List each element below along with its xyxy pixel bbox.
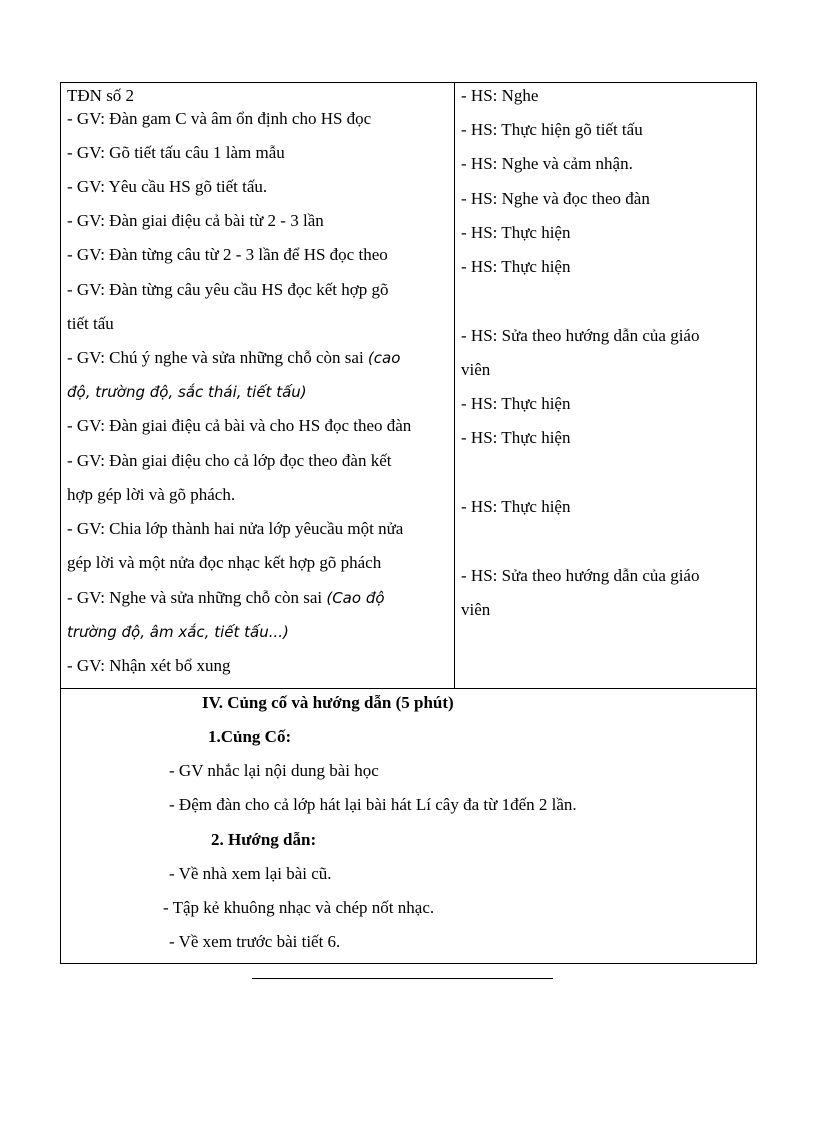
- teacher-step: - GV: Chia lớp thành hai nửa lớp yêucầu một nửa: [67, 519, 404, 538]
- teacher-step-text: - GV: Chú ý nghe và sửa những chỗ còn sai: [67, 348, 368, 367]
- teacher-step-note: (cao: [367, 349, 401, 367]
- teacher-step-text: - GV: Nghe và sửa những chỗ còn sai: [67, 588, 327, 607]
- teacher-step: - GV: Gõ tiết tấu câu 1 làm mẫu: [67, 143, 285, 162]
- teacher-step: - GV: Đàn từng câu yêu cầu HS đọc kết hợp gõ: [67, 280, 389, 299]
- summary-item: - Về nhà xem lại bài cũ.: [169, 864, 332, 883]
- section-heading: IV. Củng cố và hướng dẫn (5 phút): [202, 693, 454, 712]
- teacher-step: - GV: Đàn giai điệu cả bài và cho HS đọc theo đàn: [67, 416, 412, 435]
- student-step: viên: [461, 360, 491, 379]
- left-title: TĐN số 2: [67, 86, 135, 105]
- teacher-step-note: độ, trường độ, sắc thái, tiết tấu): [67, 383, 307, 401]
- student-step: - HS: Sửa theo hướng dẫn của giáo: [461, 326, 700, 345]
- student-step: - HS: Nghe và cảm nhận.: [461, 154, 633, 173]
- teacher-step: [67, 588, 385, 608]
- student-step: - HS: Thực hiện: [461, 394, 571, 413]
- subsection-heading: 2. Hướng dẫn:: [211, 830, 317, 849]
- summary-item: - Tập kẻ khuông nhạc và chép nốt nhạc.: [163, 898, 435, 917]
- student-step: - HS: Nghe: [461, 86, 539, 105]
- teacher-step-note: trường độ, âm xắc, tiết tấu...): [67, 623, 289, 641]
- student-step: - HS: Thực hiện: [461, 497, 571, 516]
- teacher-step: [67, 348, 400, 368]
- summary-item: - Đệm đàn cho cả lớp hát lại bài hát Lí cây đa từ 1đến 2 lần.: [169, 795, 577, 814]
- student-step: - HS: Thực hiện gõ tiết tấu: [461, 120, 643, 139]
- student-step: - HS: Thực hiện: [461, 257, 571, 276]
- teacher-step: - GV: Yêu cầu HS gõ tiết tấu.: [67, 177, 268, 196]
- teacher-step: - GV: Đàn giai điệu cả bài từ 2 - 3 lần: [67, 211, 324, 230]
- teacher-step: hợp gép lời và gõ phách.: [67, 485, 236, 504]
- summary-item: - Về xem trước bài tiết 6.: [169, 932, 341, 951]
- teacher-step: tiết tấu: [67, 314, 114, 333]
- teacher-step: - GV: Đàn từng câu từ 2 - 3 lần để HS đọc theo: [67, 245, 388, 264]
- lesson-table: [60, 82, 757, 964]
- student-step: - HS: Nghe và đọc theo đàn: [461, 189, 650, 208]
- student-step: - HS: Thực hiện: [461, 223, 571, 242]
- summary-item: - GV nhắc lại nội dung bài học: [169, 761, 379, 780]
- teacher-step: gép lời và một nửa đọc nhạc kết hợp gõ phách: [67, 553, 382, 572]
- column-divider: [454, 83, 455, 689]
- teacher-step: - GV: Đàn gam C và âm ổn định cho HS đọc: [67, 109, 372, 128]
- student-step: - HS: Sửa theo hướng dẫn của giáo: [461, 566, 700, 585]
- row-divider: [61, 688, 756, 689]
- teacher-step: - GV: Nhận xét bổ xung: [67, 656, 231, 675]
- teacher-step-note: (Cao độ: [326, 589, 385, 607]
- teacher-step: - GV: Đàn giai điệu cho cả lớp đọc theo đàn kết: [67, 451, 392, 470]
- subsection-heading: 1.Củng Cố:: [208, 727, 292, 746]
- end-rule: [252, 978, 553, 979]
- student-step: viên: [461, 600, 491, 619]
- student-step: - HS: Thực hiện: [461, 428, 571, 447]
